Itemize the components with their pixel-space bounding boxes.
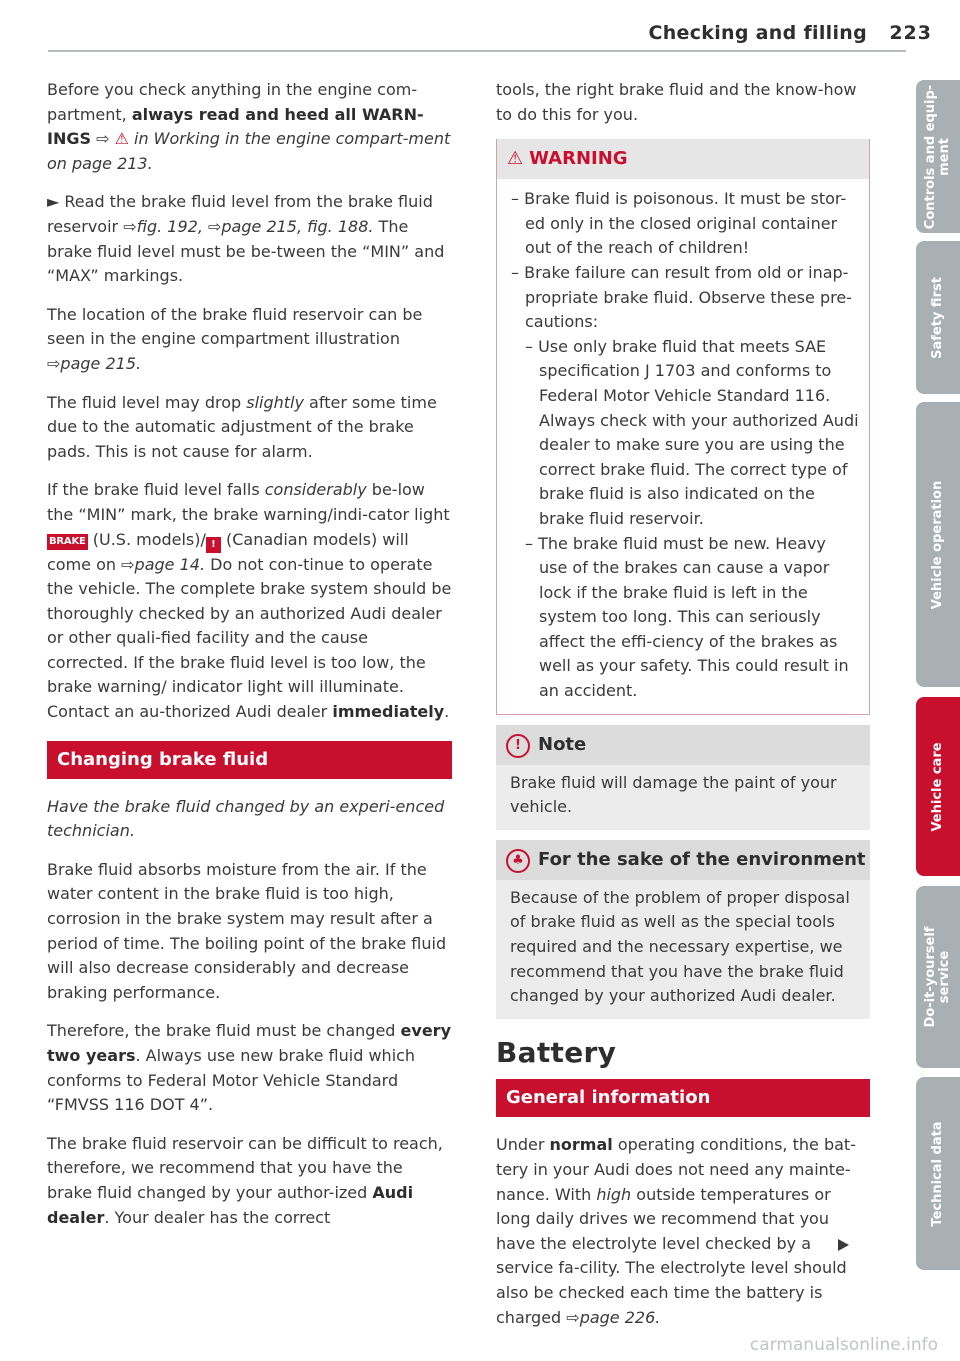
warning-box [496, 139, 870, 714]
continue-arrow-icon [838, 1239, 849, 1251]
battery-paragraph: Under normal operating conditions, the bat-tery in your Audi does not need any mainte-nance. With high outside temperatures or long daily drives we recommend that you have the electrolyte level checked by a service fa-cility. The electrolyte level should also be checked each time the battery is charged ⇨page 226. [496, 1135, 856, 1327]
bullet-read-level: ► Read the brake fluid level from the brake fluid reservoir ⇨fig. 192, ⇨page 215, fig. 188. The brake fluid level must be be-tween the “MIN” and “MAX” markings. [47, 192, 445, 286]
page-14-link[interactable]: ⇨page 14. [121, 554, 206, 574]
warning-triangle-icon: ⚠ [507, 148, 524, 170]
fluid-drop-paragraph: The fluid level may drop slightly after some time due to the automatic adjustment of the brake pads. This is not cause for alarm. [47, 392, 437, 461]
moisture-paragraph: Brake fluid absorbs moisture from the air. If the water content in the brake fluid is too high, corrosion in the brake system may result after a period of time. The boiling point of the brake fluid will also decrease considerably and decrease braking performance. [47, 859, 447, 1002]
location-paragraph: The location of the brake fluid reservoir can be seen in the engine compartment illustration ⇨page 215. [47, 304, 423, 373]
section-lead: Have the brake fluid changed by an experi-enced technician. [47, 796, 445, 841]
sidebar-tab-technical-data[interactable]: Technical data [916, 1077, 960, 1270]
page-226-link[interactable]: ⇨page 226. [566, 1307, 661, 1327]
note-header: ! Note [496, 725, 870, 765]
warning-subitem: – Use only brake fluid that meets SAE specification J 1703 and conforms to Federal Motor Vehicle Standard 116. Always check with your authorized Audi dealer to make sure you are using the correct brake fluid. The correct type of brake fluid is also indicated on the brake fluid reservoir. [525, 336, 859, 528]
warning-item: – Brake fluid is poisonous. It must be stor-ed only in the closed original container out of the reach of children! [511, 189, 847, 258]
page-header-title: Checking and filling [648, 22, 867, 44]
page-215-link[interactable]: ⇨page 215, [202, 216, 303, 236]
brake-warning-icon: BRAKE [47, 534, 88, 550]
watermark: carmanualsonline.info [749, 1335, 938, 1355]
warning-triangle-icon: ⚠ [114, 129, 129, 149]
continuation-paragraph: tools, the right brake fluid and the know-how to do this for you. [496, 80, 857, 124]
exclamation-circle-icon: ! [506, 734, 530, 758]
header-rule [48, 50, 906, 52]
warning-item: – Brake failure can result from old or inap-propriate brake fluid. Observe these pre-cautions: [511, 262, 852, 332]
warning-header: ⚠ WARNING [497, 139, 869, 179]
intro-paragraph: Before you check anything in the engine com-partment, always read and heed all WARN-INGS ⇨ ⚠ in Working in the engine compart-ment on page 213. [47, 80, 451, 173]
section-title-general-information: General information [496, 1079, 870, 1117]
sidebar-tab-vehicle-care[interactable]: Vehicle care [916, 697, 960, 876]
environment-text: Because of the problem of proper disposal of brake fluid as well as the special tools required and the necessary expertise, we recommend that you have the brake fluid changed by your authorized Audi dealer. [510, 887, 850, 1006]
change-interval-paragraph: Therefore, the brake fluid must be changed every two years. Always use new brake fluid which conforms to Federal Motor Vehicle Standard “FMVSS 116 DOT 4”. [47, 1021, 451, 1115]
note-text: Brake fluid will damage the paint of your vehicle. [510, 772, 837, 817]
warning-subitem: – The brake fluid must be new. Heavy use of the brakes can cause a vapor lock if the brake fluid is left in the system too long. This can seriously affect the effi-ciency of the brakes as well as your safety. This could result in an accident. [525, 533, 849, 701]
right-column [496, 78, 870, 1344]
section-title-changing-brake-fluid: Changing brake fluid [47, 741, 452, 779]
page-number: 223 [889, 22, 932, 44]
fig-192-link[interactable]: ⇨fig. 192, [123, 216, 203, 236]
sidebar-tab-safety[interactable]: Safety first [916, 241, 960, 394]
dealer-paragraph: The brake fluid reservoir can be difficult to reach, therefore, we recommend that you have the brake fluid changed by your author-ized Audi dealer. Your dealer has the correct [47, 1133, 443, 1227]
canadian-brake-warning-icon: ! [206, 537, 221, 553]
sidebar-tab-vehicle-operation[interactable]: Vehicle operation [916, 402, 960, 687]
low-level-paragraph: If the brake fluid level falls considerably be-low the “MIN” mark, the brake warning/indi-cator light BRAKE (U.S. models)/ ! (Canadian models) will come on ⇨page 14. Do not con-tinue to operate the vehicle. The complete brake system should be thoroughly checked by an authorized Audi dealer or other quali-fied facility and the cause corrected. If the brake fluid level is too low, the brake warning/ indicator light will illuminate. Contact an au-thorized Audi dealer immediately. [47, 480, 452, 722]
warning-body [497, 179, 869, 713]
page-215-link-2[interactable]: ⇨page 215. [47, 353, 142, 373]
sidebar-tab-controls[interactable]: Controls and equip- ment [916, 80, 960, 233]
intro-page-link[interactable]: in Working in the engine compart-ment on page 213. [47, 129, 451, 173]
environment-box [496, 840, 870, 1019]
sidebar-tab-diy-service[interactable]: Do-it-yourself service [916, 886, 960, 1068]
fig-188-link[interactable]: fig. 188. [302, 216, 374, 236]
environment-header: ♣ For the sake of the environment [496, 840, 870, 880]
battery-heading: Battery [496, 1035, 617, 1069]
environment-leaf-icon: ♣ [506, 849, 530, 873]
note-box [496, 725, 870, 830]
left-column [47, 78, 452, 1244]
